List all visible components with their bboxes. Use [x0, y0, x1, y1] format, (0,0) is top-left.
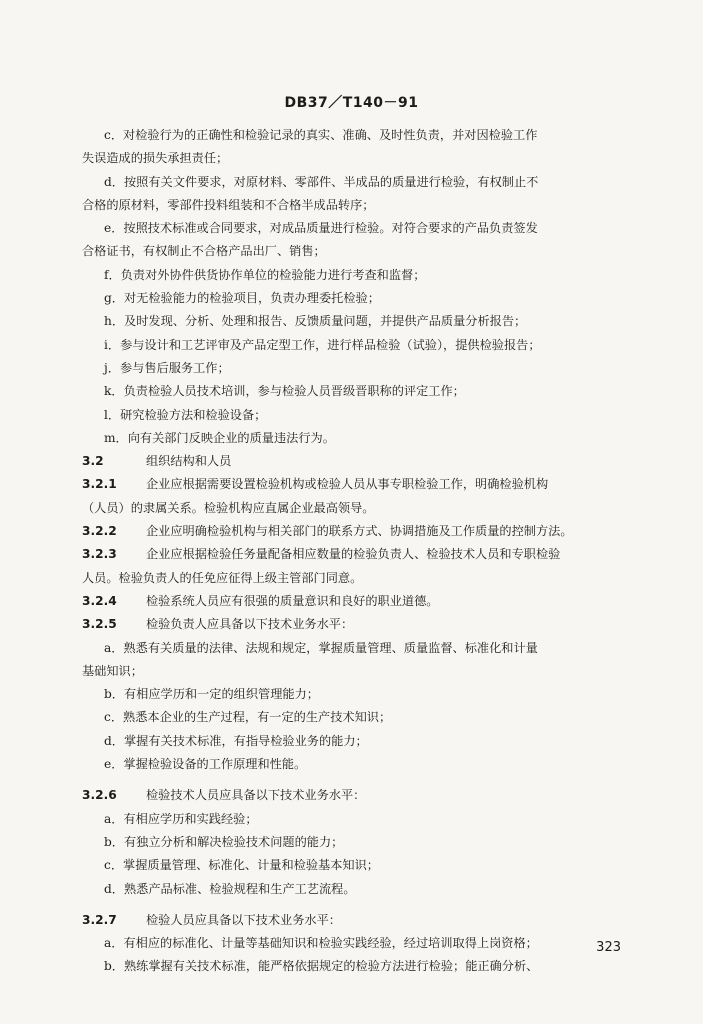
text-line	[82, 217, 642, 240]
line-text: f．负责对外协件供货协作单位的检验能力进行考查和监督；	[104, 267, 426, 282]
section-line	[82, 784, 642, 807]
line-text: （人员）的隶属关系。检验机构应直属企业最高领导。	[82, 500, 375, 515]
line-text: h．及时发现、分析、处理和报告、反馈质量问题，并提供产品质量分析报告；	[104, 314, 527, 329]
section-line	[82, 520, 642, 543]
line-text: 检验技术人员应具备以下技术业务水平：	[146, 788, 366, 803]
text-line	[82, 240, 642, 263]
line-text: e．按照技术标准或合同要求，对成品质量进行检验。对符合要求的产品负责签发	[104, 221, 538, 236]
section-line	[82, 909, 642, 932]
line-text: b．熟练掌握有关技术标准，能严格依据规定的检验方法进行检验；能正确分析、	[104, 959, 539, 974]
line-text: l．研究检验方法和检验设备；	[104, 407, 267, 422]
line-text: 检验负责人应具备以下技术业务水平：	[146, 617, 354, 632]
section-number: 3.2.3	[82, 547, 117, 562]
section-number: 3.2.5	[82, 617, 117, 632]
text-line	[82, 124, 642, 147]
text-line	[82, 753, 642, 776]
text-line	[82, 264, 642, 287]
text-line	[82, 194, 642, 217]
line-text: a．有相应的标准化、计量等基础知识和检验实践经验，经过培训取得上岗资格；	[104, 936, 538, 951]
section-number: 3.2.1	[82, 477, 117, 492]
text-line	[82, 404, 642, 427]
line-text: 企业应明确检验机构与相关部门的联系方式、协调措施及工作质量的控制方法。	[146, 524, 573, 539]
section-line	[82, 590, 642, 613]
text-line	[82, 932, 642, 955]
line-text: i．参与设计和工艺评审及产品定型工作，进行样品检验（试验），提供检验报告；	[104, 337, 541, 352]
text-line	[82, 147, 642, 170]
line-text: 企业应根据需要设置检验机构或检验人员从事专职检验工作，明确检验机构	[146, 477, 549, 492]
line-text: g．对无检验能力的检验项目，负责办理委托检验；	[104, 291, 380, 306]
text-line	[82, 637, 642, 660]
line-text: c．熟悉本企业的生产过程，有一定的生产技术知识；	[104, 710, 392, 725]
line-text: m．向有关部门反映企业的质量违法行为。	[104, 430, 335, 445]
text-line	[82, 878, 642, 901]
line-text: d．熟悉产品标准、检验规程和生产工艺流程。	[104, 881, 356, 896]
text-line	[82, 171, 642, 194]
text-line	[82, 706, 642, 729]
line-text: e．掌握检验设备的工作原理和性能。	[104, 757, 307, 772]
page-header: DB37／T140－91	[284, 95, 419, 111]
line-text: c．对检验行为的正确性和检验记录的真实、准确、及时性负责，并对因检验工作	[104, 128, 538, 142]
text-line	[82, 334, 642, 357]
section-line	[82, 450, 642, 473]
line-text: a．熟悉有关质量的法律、法规和规定，掌握质量管理、质量监督、标准化和计量	[104, 640, 538, 655]
text-line	[82, 427, 642, 450]
line-text: 检验系统人员应有很强的质量意识和良好的职业道德。	[146, 593, 439, 608]
line-text: b．有独立分析和解决检验技术问题的能力；	[104, 834, 344, 849]
section-line	[82, 613, 642, 636]
line-text: k．负责检验人员技术培训，参与检验人员晋级晋职称的评定工作；	[104, 384, 465, 399]
line-text: 检验人员应具备以下技术业务水平：	[146, 912, 341, 927]
line-text: b．有相应学历和一定的组织管理能力；	[104, 687, 319, 702]
line-text: 组织结构和人员	[146, 454, 232, 469]
line-text: d．掌握有关技术标准，有指导检验业务的能力；	[104, 733, 368, 748]
text-line	[82, 660, 642, 683]
text-line	[82, 357, 642, 380]
line-text: 失误造成的损失承担责任；	[82, 151, 229, 166]
text-line	[82, 497, 642, 520]
line-text: 企业应根据检验任务量配备相应数量的检验负责人、检验技术人员和专职检验	[146, 547, 561, 562]
line-text: a．有相应学历和实践经验；	[104, 811, 258, 826]
section-number: 3.2.2	[82, 524, 117, 539]
line-text: d．按照有关文件要求，对原材料、零部件、半成品的质量进行检验，有权制止不	[104, 174, 539, 189]
paragraph-gap	[82, 776, 642, 784]
text-line	[82, 380, 642, 403]
text-line	[82, 287, 642, 310]
line-text: 基础知识；	[82, 663, 143, 678]
text-line	[82, 567, 642, 590]
document-body	[82, 124, 642, 979]
section-line	[82, 473, 642, 496]
section-line	[82, 543, 642, 566]
line-text: j．参与售后服务工作；	[104, 360, 230, 375]
text-line	[82, 854, 642, 877]
line-text: 合格证书，有权制止不合格产品出厂、销售；	[82, 244, 326, 259]
text-line	[82, 683, 642, 706]
text-line	[82, 730, 642, 753]
line-text: 人员。检验负责人的任免应征得上级主管部门同意。	[82, 570, 363, 585]
page-number: 323	[596, 940, 621, 955]
paragraph-gap	[82, 901, 642, 909]
line-text: c．掌握质量管理、标准化、计量和检验基本知识；	[104, 858, 379, 873]
text-line	[82, 831, 642, 854]
section-number: 3.2	[82, 454, 104, 469]
section-number: 3.2.4	[82, 593, 117, 608]
section-number: 3.2.7	[82, 912, 117, 927]
line-text: 合格的原材料，零部件投料组装和不合格半成品转序；	[82, 197, 375, 212]
text-line	[82, 955, 642, 978]
section-number: 3.2.6	[82, 788, 117, 803]
text-line	[82, 310, 642, 333]
text-line	[82, 808, 642, 831]
